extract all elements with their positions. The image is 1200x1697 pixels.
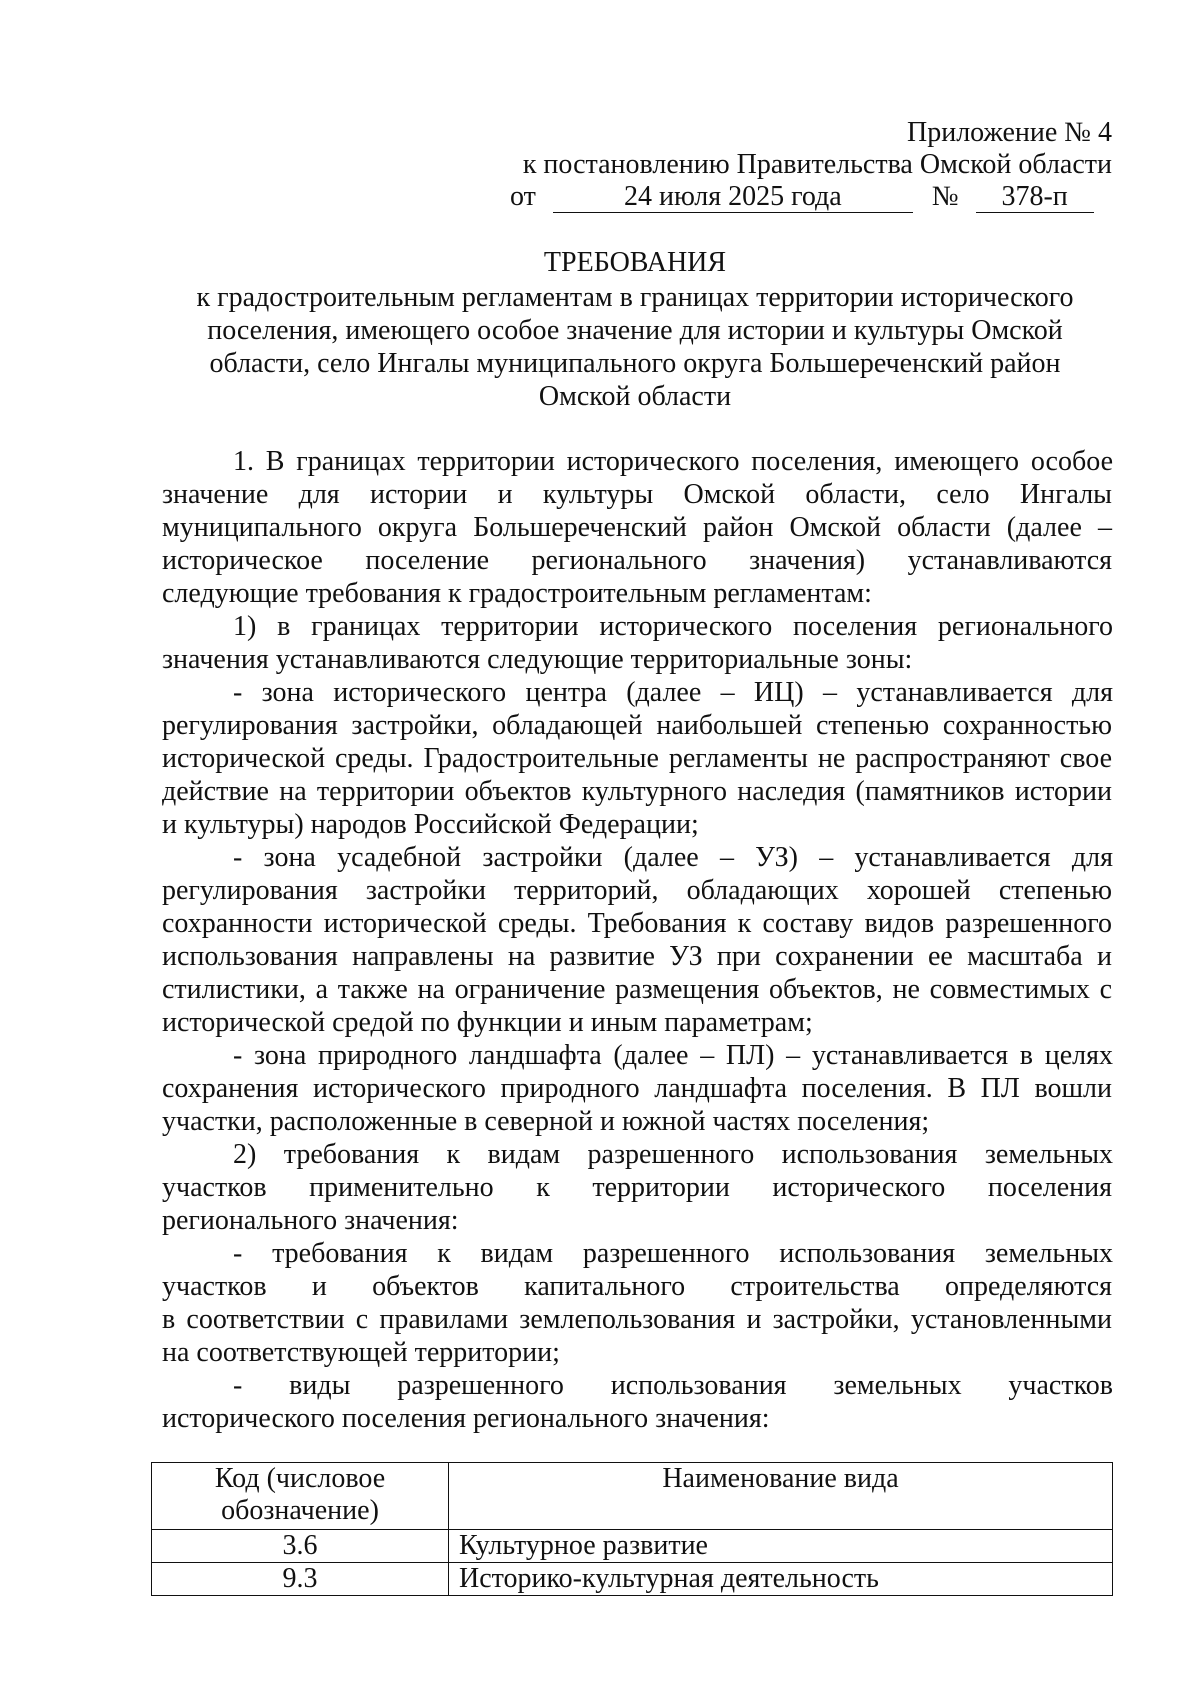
paragraph-line: использования направлены на развитие УЗ при сохранении ее масштаба и bbox=[162, 941, 1112, 972]
paragraph-line: исторической среды. Градостроительные регламенты не распространяют свое bbox=[162, 743, 1112, 774]
appendix-label: Приложение № 4 bbox=[907, 117, 1112, 148]
column-header-name: Наименование вида bbox=[449, 1463, 1113, 1530]
paragraph-line: участков и объектов капитального строительства определяются bbox=[162, 1271, 1112, 1302]
paragraph-line: значения устанавливаются следующие территориальные зоны: bbox=[162, 644, 913, 675]
from-label: от bbox=[510, 181, 536, 212]
land-use-types-table bbox=[151, 1462, 1113, 1596]
date-number-row bbox=[510, 181, 1094, 213]
column-header-code: Код (числовое обозначение) bbox=[152, 1463, 449, 1530]
paragraph-line: регулирования застройки территорий, обладающих хорошей степенью bbox=[162, 875, 1112, 906]
paragraph-line: исторической средой по функции и иным параметрам; bbox=[162, 1007, 813, 1038]
paragraph-line: 1) в границах территории исторического поселения регионального bbox=[233, 611, 1113, 642]
title-line: Омской области bbox=[538, 381, 732, 412]
paragraph-line: регулирования застройки, обладающей наибольшей степенью сохранностью bbox=[162, 710, 1112, 741]
paragraph-line: - зона усадебной застройки (далее – УЗ) – устанавливается для bbox=[233, 842, 1113, 873]
paragraph-line: - зона исторического центра (далее – ИЦ) – устанавливается для bbox=[233, 677, 1113, 708]
paragraph-line: исторического поселения регионального значения: bbox=[162, 1403, 770, 1434]
paragraph-line: значение для истории и культуры Омской области, село Ингалы bbox=[162, 479, 1112, 510]
paragraph-line: 1. В границах территории исторического поселения, имеющего особое bbox=[233, 446, 1113, 477]
paragraph-line: и культуры) народов Российской Федерации; bbox=[162, 809, 699, 840]
title-line: поселения, имеющего особое значение для истории и культуры Омской bbox=[207, 315, 1063, 346]
paragraph-line: - требования к видам разрешенного использования земельных bbox=[233, 1238, 1113, 1269]
paragraph-line: - зона природного ландшафта (далее – ПЛ) – устанавливается в целях bbox=[233, 1040, 1113, 1071]
number-label: № bbox=[931, 181, 959, 212]
paragraph-line: следующие требования к градостроительным регламентам: bbox=[162, 578, 872, 609]
paragraph-line: стилистики, а также на ограничение размещения объектов, не совместимых с bbox=[162, 974, 1112, 1005]
paragraph-line: в соответствии с правилами землепользования и застройки, установленными bbox=[162, 1304, 1112, 1335]
title-line: области, село Ингалы муниципального округа Большереченский район bbox=[209, 348, 1061, 379]
resolution-number: 378-п bbox=[976, 181, 1094, 213]
paragraph-line: участки, расположенные в северной и южной частях поселения; bbox=[162, 1106, 930, 1137]
paragraph-line: муниципального округа Большереченский район Омской области (далее – bbox=[162, 512, 1112, 543]
title-line: к градостроительным регламентам в границах территории исторического bbox=[196, 282, 1074, 313]
table-cell-name: Культурное развитие bbox=[449, 1530, 1113, 1563]
table-cell-code: 9.3 bbox=[152, 1563, 449, 1596]
document-title: ТРЕБОВАНИЯ bbox=[543, 247, 727, 278]
table-cell-code: 3.6 bbox=[152, 1530, 449, 1563]
paragraph-line: историческое поселение регионального значения) устанавливаются bbox=[162, 545, 1112, 576]
paragraph-line: 2) требования к видам разрешенного использования земельных bbox=[233, 1139, 1113, 1170]
resolution-date: 24 июля 2025 года bbox=[553, 181, 913, 213]
table-header-row bbox=[152, 1463, 1113, 1530]
resolution-label: к постановлению Правительства Омской области bbox=[522, 149, 1112, 180]
paragraph-line: на соответствующей территории; bbox=[162, 1337, 560, 1368]
table-cell-name: Историко-культурная деятельность bbox=[449, 1563, 1113, 1596]
paragraph-line: сохранения исторического природного ландшафта поселения. В ПЛ вошли bbox=[162, 1073, 1112, 1104]
paragraph-line: действие на территории объектов культурного наследия (памятников истории bbox=[162, 776, 1112, 807]
table-row bbox=[152, 1530, 1113, 1563]
table-row bbox=[152, 1563, 1113, 1596]
paragraph-line: регионального значения: bbox=[162, 1205, 459, 1236]
paragraph-line: участков применительно к территории исторического поселения bbox=[162, 1172, 1112, 1203]
paragraph-line: - виды разрешенного использования земельных участков bbox=[233, 1370, 1113, 1401]
paragraph-line: сохранности исторической среды. Требования к составу видов разрешенного bbox=[162, 908, 1112, 939]
